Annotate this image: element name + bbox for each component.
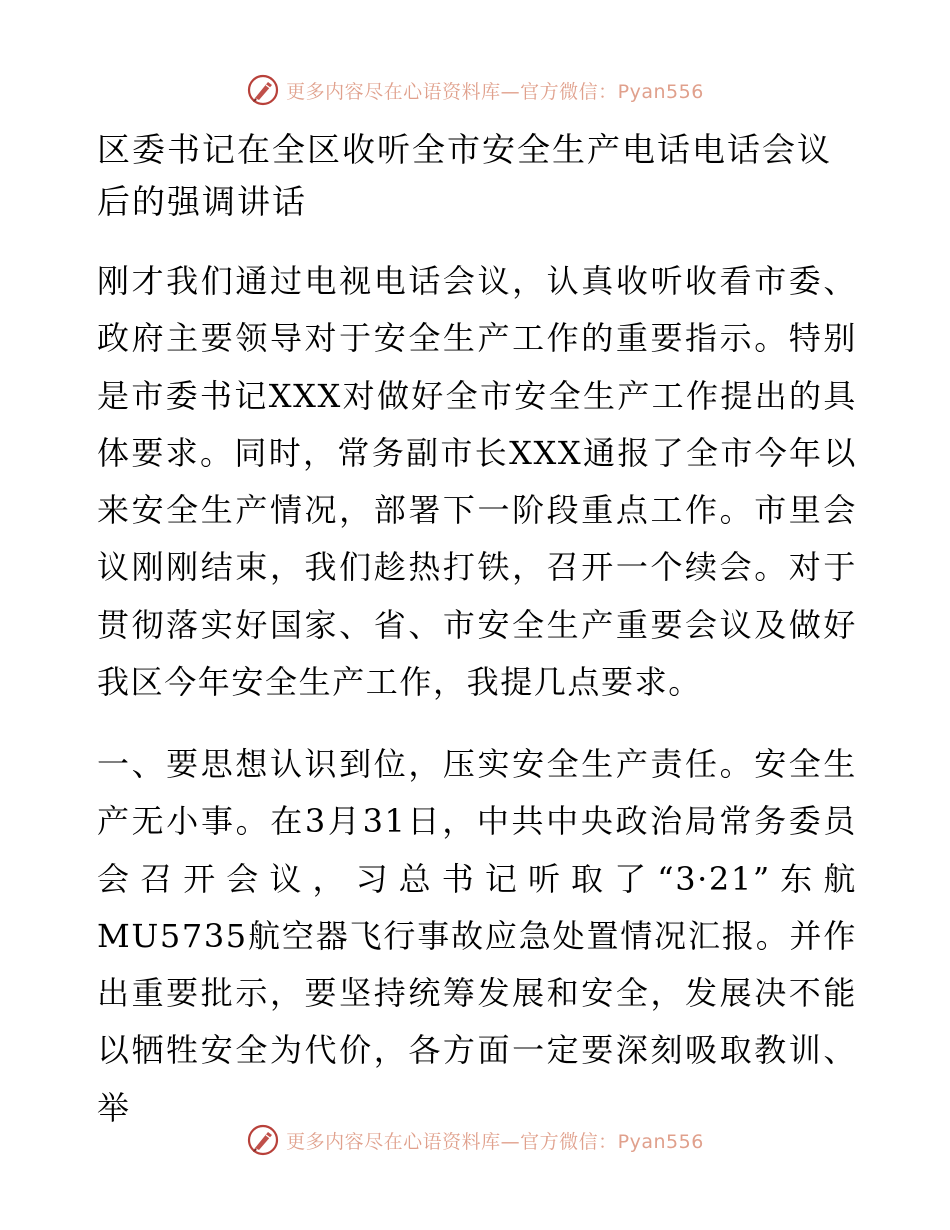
watermark-text: 更多内容尽在心语资料库—官方微信：Pyan556 [286, 1130, 704, 1153]
body-paragraph: 一、要思想认识到位，压实安全生产责任。安全生产无小事。在3月31日，中共中央政治局常务委员会召开会议，习总书记听取了“3·21”东航MU5735航空器飞行事故应急处置情况汇报。并作出重要批示，要坚持统筹发展和安全，发展决不能以牺牲安全为代价，各方面一定要深刻吸取教训、举 [97, 745, 857, 1127]
document-title: 区委书记在全区收听全市安全生产电话电话会议后的强调讲话 [97, 130, 832, 221]
pen-logo-icon [246, 1123, 280, 1157]
header-watermark [0, 70, 950, 110]
watermark-text: 更多内容尽在心语资料库—官方微信：Pyan556 [286, 80, 704, 103]
pen-logo-icon [246, 73, 280, 107]
body-paragraph: 刚才我们通过电视电话会议，认真收听收看市委、政府主要领导对于安全生产工作的重要指示。特别是市委书记XXX对做好全市安全生产工作提出的具体要求。同时，常务副市长XXX通报了全市今年以来安全生产情况，部署下一阶段重点工作。市里会议刚刚结束，我们趁热打铁，召开一个续会。对于贯彻落实好国家、省、市安全生产重要会议及做好我区今年安全生产工作，我提几点要求。 [97, 262, 857, 702]
footer-watermark [0, 1120, 950, 1160]
